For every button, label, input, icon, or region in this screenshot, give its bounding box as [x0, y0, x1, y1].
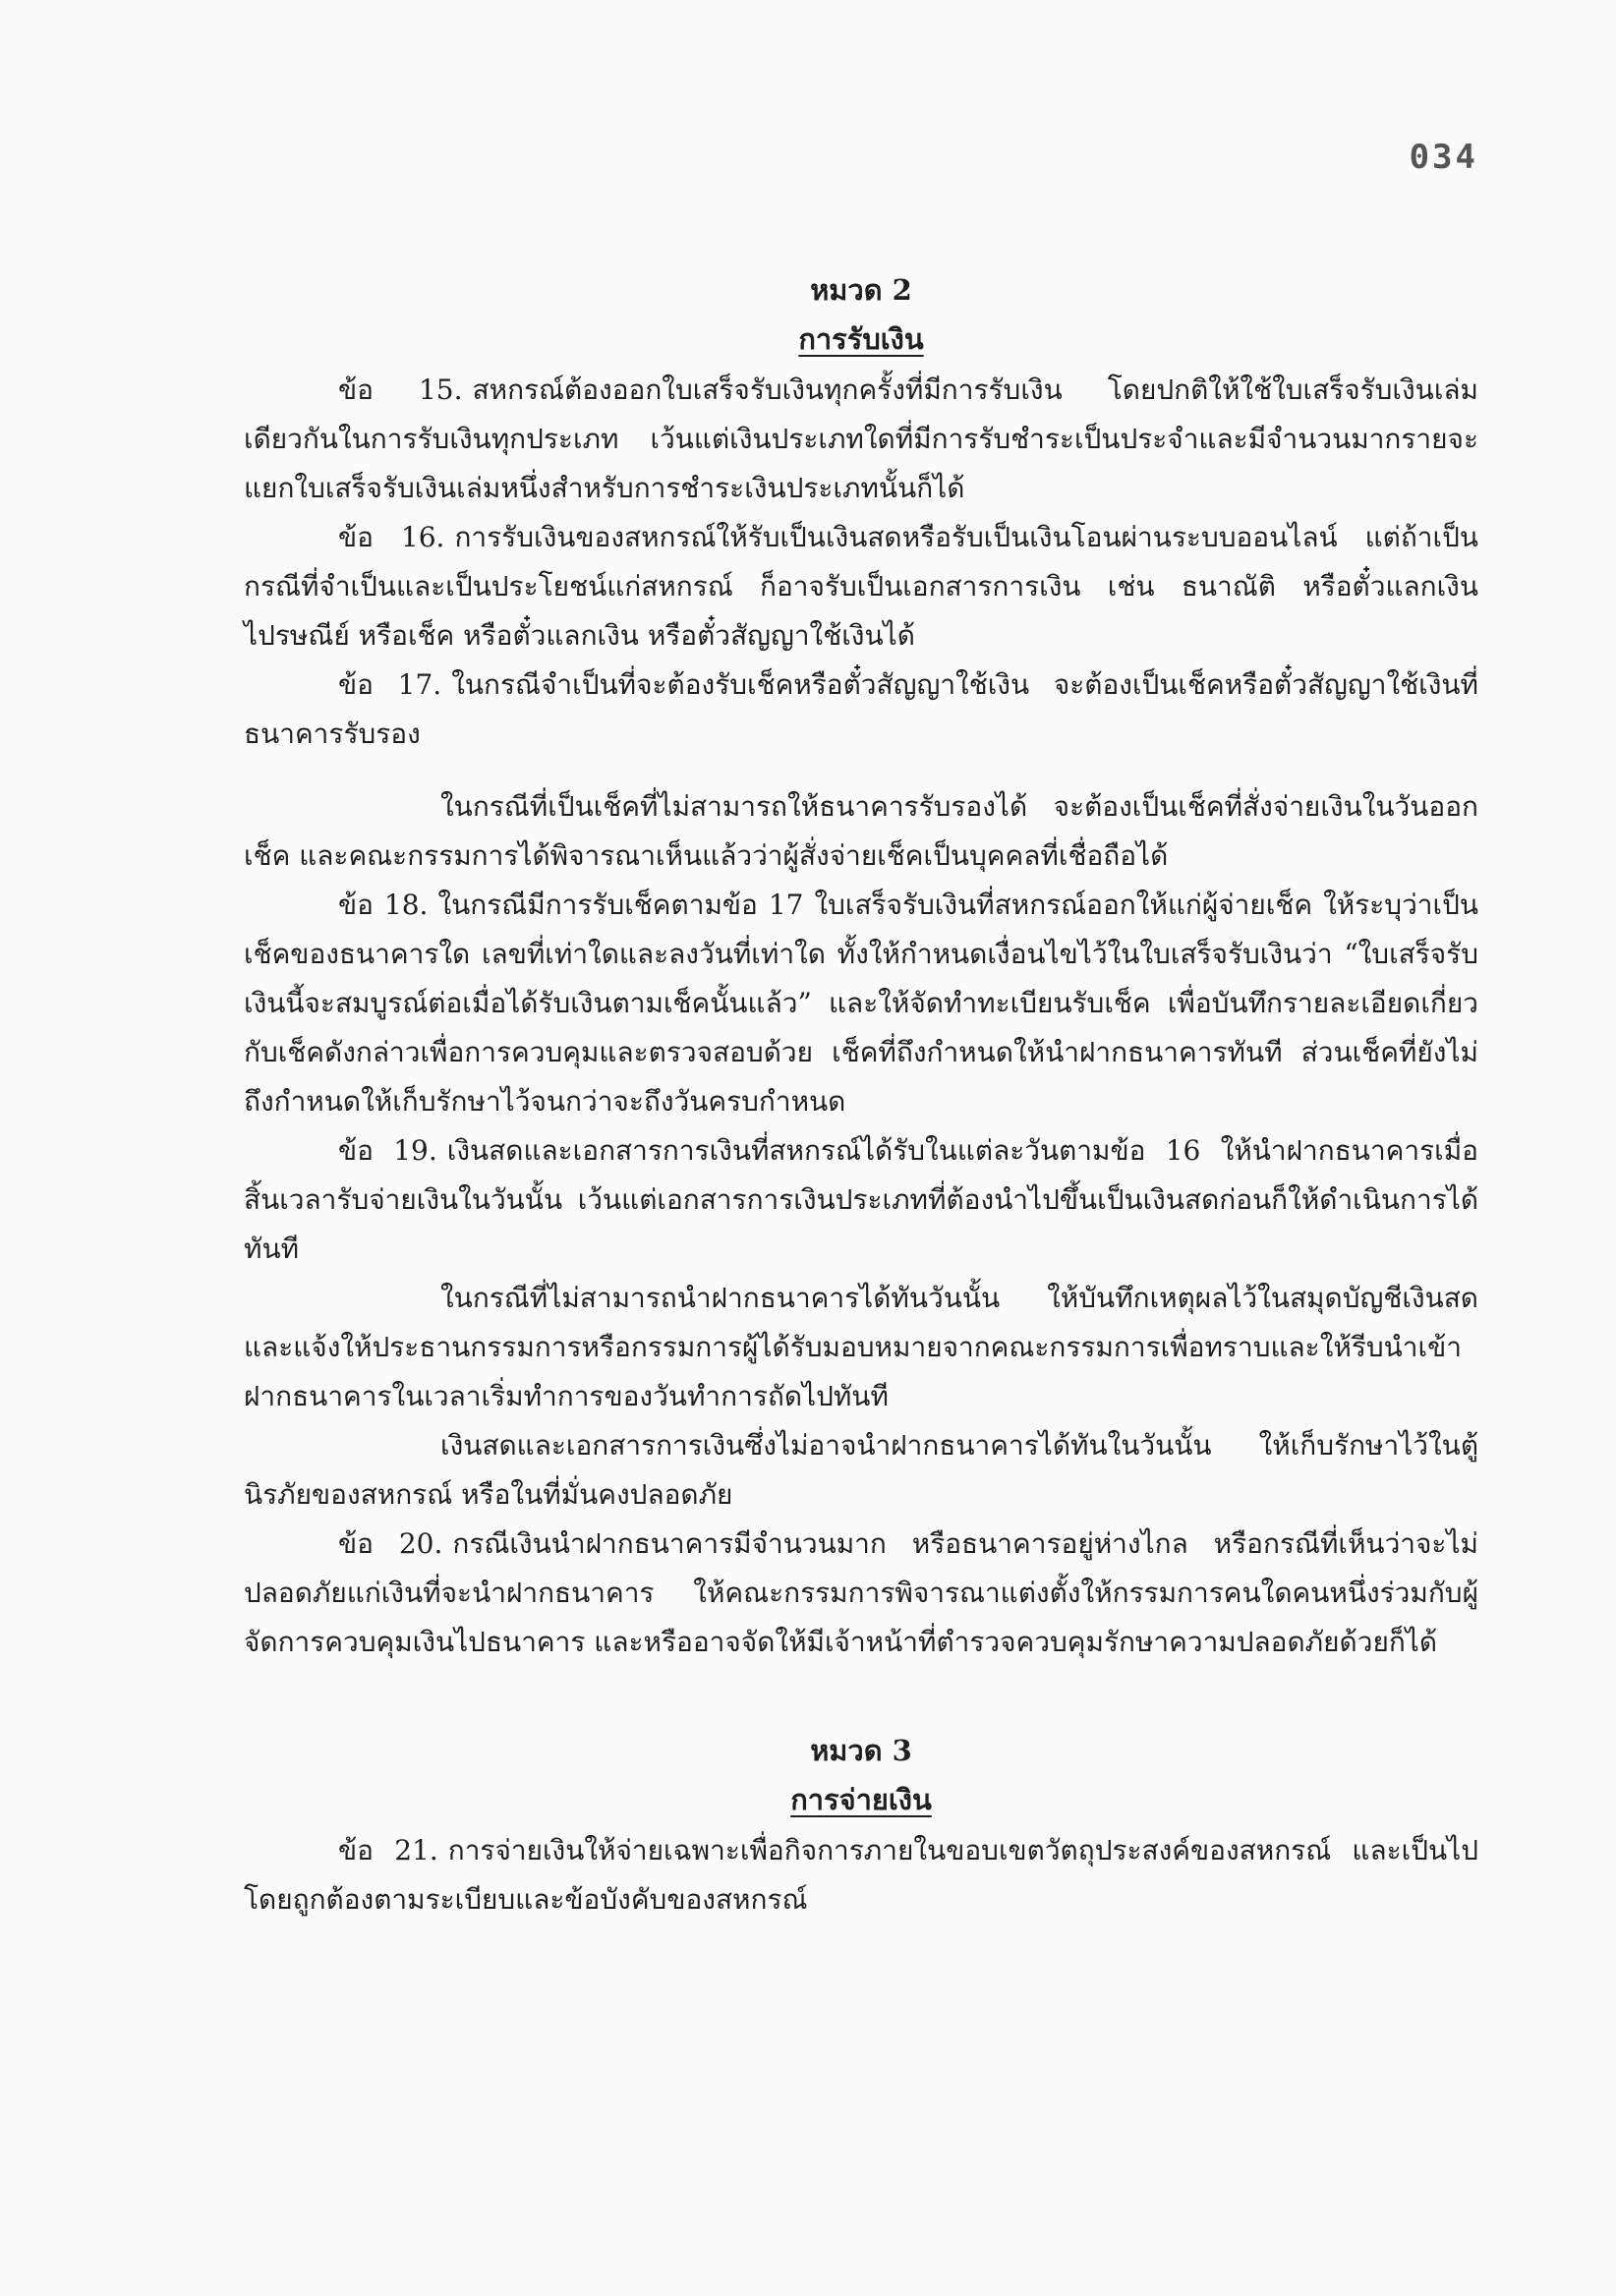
clause-text: การรับเงินของสหกรณ์ให้รับเป็นเงินสดหรือรับเป็นเงินโอนผ่านระบบออนไลน์ แต่ถ้าเป็นกรณีที่จำเป็นและเป็นประโยชน์แก่สหกรณ์ ก็อาจรับเป็นเอกสารการเงิน เช่น ธนาณัติ หรือตั๋วแลกเงินไปรษณีย์ หรือเช็ค หรือตั๋วแลกเงิน หรือตั๋วสัญญาใช้เงินได้	[244, 521, 1479, 652]
clause-19	[244, 1126, 1478, 1274]
clause-text: ในกรณีจำเป็นที่จะต้องรับเช็คหรือตั๋วสัญญาใช้เงิน จะต้องเป็นเช็คหรือตั๋วสัญญาใช้เงินที่ธนาคารรับรอง	[244, 668, 1478, 750]
clause-label: ข้อ 17.	[338, 668, 442, 701]
document-body	[244, 265, 1478, 1924]
clause-20	[244, 1520, 1478, 1667]
clause-19-continued-2	[244, 1421, 1478, 1520]
clause-21	[244, 1826, 1478, 1924]
clause-text: ในกรณีที่เป็นเช็คที่ไม่สามารถให้ธนาคารรับรองได้ จะต้องเป็นเช็คที่สั่งจ่ายเงินในวันออกเช็ค และคณะกรรมการได้พิจารณาเห็นแล้วว่าผู้สั่งจ่ายเช็คเป็นบุคคลที่เชื่อถือได้	[244, 790, 1478, 872]
clause-label: ข้อ 16.	[338, 521, 445, 553]
clause-text: เงินสดและเอกสารการเงินที่สหกรณ์ได้รับในแต่ละวันตามข้อ 16 ให้นำฝากธนาคารเมื่อสิ้นเวลารับจ่ายเงินในวันนั้น เว้นแต่เอกสารการเงินประเภทที่ต้องนำไปขึ้นเป็นเงินสดก่อนก็ให้ดำเนินการได้ทันที	[244, 1134, 1478, 1265]
clause-label: ข้อ 20.	[338, 1527, 443, 1560]
clause-18	[244, 881, 1478, 1126]
clause-17-continued	[244, 782, 1478, 881]
section-3-title: การจ่ายเงิน	[790, 1783, 932, 1816]
clause-label: ข้อ 19.	[338, 1134, 437, 1167]
clause-label: ข้อ 21.	[338, 1834, 438, 1866]
clause-19-continued-1	[244, 1274, 1478, 1421]
clause-text: ในกรณีมีการรับเช็คตามข้อ 17 ใบเสร็จรับเงินที่สหกรณ์ออกให้แก่ผู้จ่ายเช็ค ให้ระบุว่าเป็นเช็คของธนาคารใด เลขที่เท่าใดและลงวันที่เท่าใด ทั้งให้กำหนดเงื่อนไขไว้ในใบเสร็จรับเงินว่า “ใบเสร็จรับเงินนี้จะสมบูรณ์ต่อเมื่อได้รับเงินตามเช็คนั้นแล้ว” และให้จัดทำทะเบียนรับเช็ค เพื่อบันทึกรายละเอียดเกี่ยวกับเช็คดังกล่าวเพื่อการควบคุมและตรวจสอบด้วย เช็คที่ถึงกำหนดให้นำฝากธนาคารทันที ส่วนเช็คที่ยังไม่ถึงกำหนดให้เก็บรักษาไว้จนกว่าจะถึงวันครบกำหนด	[244, 889, 1479, 1118]
section-3-heading: หมวด 3	[810, 1734, 912, 1767]
clause-text: ในกรณีที่ไม่สามารถนำฝากธนาคารได้ทันวันนั้น ให้บันทึกเหตุผลไว้ในสมุดบัญชีเงินสด และแจ้งให้ประธานกรรมการหรือกรรมการผู้ได้รับมอบหมายจากคณะกรรมการเพื่อทราบและให้รีบนำเข้าฝากธนาคารในเวลาเริ่มทำการของวันทำการถัดไปทันที	[244, 1282, 1478, 1412]
clause-text: การจ่ายเงินให้จ่ายเฉพาะเพื่อกิจการภายในขอบเขตวัตถุประสงค์ของสหกรณ์ และเป็นไปโดยถูกต้องตามระเบียบและข้อบังคับของสหกรณ์	[244, 1834, 1479, 1916]
section-2-heading: หมวด 2	[810, 273, 912, 307]
page-number: 034	[1409, 138, 1478, 177]
clause-label: ข้อ 18.	[338, 889, 429, 921]
clause-label: ข้อ 15.	[338, 373, 463, 406]
clause-text: เงินสดและเอกสารการเงินซึ่งไม่อาจนำฝากธนาคารได้ทันในวันนั้น ให้เก็บรักษาไว้ในตู้นิรภัยของสหกรณ์ หรือในที่มั่นคงปลอดภัย	[244, 1429, 1478, 1511]
clause-17	[244, 660, 1478, 759]
section-2-title: การรับเงิน	[798, 322, 924, 356]
clause-text: สหกรณ์ต้องออกใบเสร็จรับเงินทุกครั้งที่มีการรับเงิน โดยปกติให้ใช้ใบเสร็จรับเงินเล่มเดียวกันในการรับเงินทุกประเภท เว้นแต่เงินประเภทใดที่มีการรับชำระเป็นประจำและมีจำนวนมากรายจะแยกใบเสร็จรับเงินเล่มหนึ่งสำหรับการชำระเงินประเภทนั้นก็ได้	[244, 373, 1479, 504]
clause-15	[244, 366, 1478, 513]
clause-16	[244, 513, 1478, 660]
clause-text: กรณีเงินนำฝากธนาคารมีจำนวนมาก หรือธนาคารอยู่ห่างไกล หรือกรณีที่เห็นว่าจะไม่ปลอดภัยแก่เงินที่จะนำฝากธนาคาร ให้คณะกรรมการพิจารณาแต่งตั้งให้กรรมการคนใดคนหนึ่งร่วมกับผู้จัดการควบคุมเงินไปธนาคาร และหรืออาจจัดให้มีเจ้าหน้าที่ตำรวจควบคุมรักษาความปลอดภัยด้วยก็ได้	[244, 1527, 1478, 1658]
